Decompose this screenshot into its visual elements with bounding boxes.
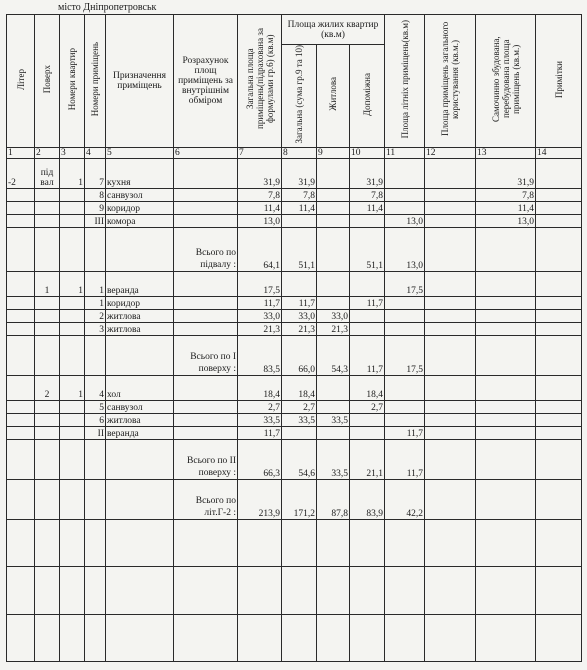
cell-room-no: 6: [85, 413, 106, 426]
cell-zhyt: [317, 201, 350, 214]
cell-zhyt: 33,5: [317, 413, 350, 426]
grand-total-summer: 42,2: [385, 479, 425, 519]
cell-zag: [282, 271, 317, 296]
cell-room-no: 8: [85, 188, 106, 201]
cell-room-no: 3: [85, 322, 106, 335]
cell-zag: 11,4: [282, 201, 317, 214]
cell-total: 33,0: [238, 309, 282, 322]
subtotal-zag: 66,0: [282, 335, 317, 375]
header-apartment-number: Номери квартир: [60, 15, 85, 148]
col-number: 9: [317, 147, 350, 158]
cell-common: [425, 158, 476, 188]
cell-notes: [536, 158, 582, 188]
table-row: [7, 375, 582, 400]
cell-dop: 11,7: [350, 296, 385, 309]
cell-room-name: комора: [106, 214, 174, 227]
subtotal-dop: 21,1: [350, 439, 385, 479]
table-row: [7, 214, 582, 227]
header-sub-living: Житлова: [317, 45, 350, 148]
table-row: [7, 413, 582, 426]
cell-dop: [350, 426, 385, 439]
cell-dop: [350, 413, 385, 426]
subtotal-zhyt: 33,5: [317, 439, 350, 479]
cell-zag: 18,4: [282, 375, 317, 400]
header-summer-area: Площа літніх приміщень(кв.м): [385, 15, 425, 148]
cell-apartment: 1: [60, 158, 85, 188]
table-row: [7, 188, 582, 201]
empty-row: [7, 519, 582, 566]
cell-floor: під вал: [35, 158, 60, 188]
grand-total-dop: 83,9: [350, 479, 385, 519]
cell-room-no: 1: [85, 271, 106, 296]
subtotal-label: Всього по I поверху :: [174, 335, 238, 375]
cell-dop: 2,7: [350, 400, 385, 413]
cell-total: 21,3: [238, 322, 282, 335]
cell-unauthorized: 13,0: [476, 214, 536, 227]
header-calculation: Розрахунок площ приміщень за внутрішнім обміром: [174, 15, 238, 148]
cell-dop: 18,4: [350, 375, 385, 400]
col-number: 12: [425, 147, 476, 158]
cell-room-no: 7: [85, 158, 106, 188]
grand-total-zag: 171,2: [282, 479, 317, 519]
cell-total: 11,4: [238, 201, 282, 214]
cell-total: 2,7: [238, 400, 282, 413]
cell-room-no: 2: [85, 309, 106, 322]
cell-room-name: веранда: [106, 271, 174, 296]
cell-zhyt: [317, 271, 350, 296]
table-row: [7, 271, 582, 296]
room-area-table: [6, 14, 582, 662]
cell-zag: 33,5: [282, 413, 317, 426]
cell-total: 33,5: [238, 413, 282, 426]
col-number: 2: [35, 147, 60, 158]
column-numbers-row: [7, 147, 582, 158]
empty-row: [7, 614, 582, 661]
cell-summer: 11,7: [385, 426, 425, 439]
subtotal-label: Всього по підвалу :: [174, 227, 238, 271]
table-row: [7, 158, 582, 188]
subtotal-row: [7, 227, 582, 271]
col-number: 4: [85, 147, 106, 158]
cell-zhyt: 33,0: [317, 309, 350, 322]
cell-room-no: 9: [85, 201, 106, 214]
cell-calc: [174, 158, 238, 188]
cell-room-name: коридор: [106, 296, 174, 309]
cell-zhyt: [317, 375, 350, 400]
cell-zhyt: [317, 426, 350, 439]
cell-room-name: житлова: [106, 322, 174, 335]
grand-total-row: [7, 479, 582, 519]
city-caption: місто Дніпропетровськ: [58, 2, 157, 13]
col-number: 5: [106, 147, 174, 158]
cell-summer: [385, 188, 425, 201]
cell-unauthorized: 11,4: [476, 201, 536, 214]
cell-total: 17,5: [238, 271, 282, 296]
cell-summer: [385, 322, 425, 335]
cell-room-no: 4: [85, 375, 106, 400]
header-sub-total: Загальна (сума гр.9 та 10): [282, 45, 317, 148]
col-number: 14: [536, 147, 582, 158]
cell-summer: [385, 400, 425, 413]
col-number: 8: [282, 147, 317, 158]
table-row: [7, 400, 582, 413]
grand-total-zhyt: 87,8: [317, 479, 350, 519]
cell-room-name: санвузол: [106, 188, 174, 201]
grand-total-label: Всього по літ.Г-2 :: [174, 479, 238, 519]
cell-summer: [385, 201, 425, 214]
cell-zag: 31,9: [282, 158, 317, 188]
subtotal-total: 83,5: [238, 335, 282, 375]
cell-floor: 1: [35, 271, 60, 296]
cell-total: 31,9: [238, 158, 282, 188]
cell-room-name: хол: [106, 375, 174, 400]
subtotal-dop: 51,1: [350, 227, 385, 271]
cell-dop: [350, 271, 385, 296]
col-number: 1: [7, 147, 35, 158]
cell-zag: [282, 214, 317, 227]
header-litera: Літер: [7, 15, 35, 148]
cell-zhyt: [317, 400, 350, 413]
cell-dop: [350, 309, 385, 322]
subtotal-label: Всього по II поверху :: [174, 439, 238, 479]
cell-total: 18,4: [238, 375, 282, 400]
subtotal-row: [7, 439, 582, 479]
cell-summer: 17,5: [385, 271, 425, 296]
cell-room-name: житлова: [106, 309, 174, 322]
cell-room-no: 5: [85, 400, 106, 413]
cell-unauthorized: 7,8: [476, 188, 536, 201]
cell-apartment: 1: [60, 271, 85, 296]
cell-unauthorized: 31,9: [476, 158, 536, 188]
cell-summer: [385, 158, 425, 188]
col-number: 3: [60, 147, 85, 158]
cell-room-name: веранда: [106, 426, 174, 439]
subtotal-row: [7, 335, 582, 375]
cell-zag: 2,7: [282, 400, 317, 413]
subtotal-zag: 54,6: [282, 439, 317, 479]
cell-litera: -2: [7, 158, 35, 188]
header-unauthorized-area: Самочинно збудована, перебудована площа приміщень (кв.м.): [476, 15, 536, 148]
subtotal-zag: 51,1: [282, 227, 317, 271]
subtotal-dop: 11,7: [350, 335, 385, 375]
cell-zag: [282, 426, 317, 439]
cell-room-name: кухня: [106, 158, 174, 188]
header-row-top: [7, 15, 582, 45]
cell-zag: 21,3: [282, 322, 317, 335]
cell-room-no: 1: [85, 296, 106, 309]
cell-zhyt: 21,3: [317, 322, 350, 335]
cell-summer: [385, 296, 425, 309]
cell-dop: [350, 322, 385, 335]
table-row: [7, 296, 582, 309]
subtotal-summer: 13,0: [385, 227, 425, 271]
cell-apartment: 1: [60, 375, 85, 400]
cell-zhyt: [317, 214, 350, 227]
cell-room-name: житлова: [106, 413, 174, 426]
cell-dop: 31,9: [350, 158, 385, 188]
cell-zhyt: [317, 188, 350, 201]
subtotal-total: 64,1: [238, 227, 282, 271]
header-poverkh: Поверх: [35, 15, 60, 148]
cell-zhyt: [317, 158, 350, 188]
header-room-number: Номери приміщень: [85, 15, 106, 148]
cell-zhyt: [317, 296, 350, 309]
header-sub-auxiliary: Допоміжна: [350, 45, 385, 148]
cell-zag: 11,7: [282, 296, 317, 309]
cell-dop: 11,4: [350, 201, 385, 214]
subtotal-summer: 11,7: [385, 439, 425, 479]
header-notes: Примітки: [536, 15, 582, 148]
cell-zag: 33,0: [282, 309, 317, 322]
cell-total: 11,7: [238, 296, 282, 309]
header-common-area: Площа приміщень загального користування (кв.м.): [425, 15, 476, 148]
table-row: [7, 426, 582, 439]
cell-summer: 13,0: [385, 214, 425, 227]
grand-total-total: 213,9: [238, 479, 282, 519]
subtotal-summer: 17,5: [385, 335, 425, 375]
header-living-area-group: Площа жилих квартир (кв.м): [282, 15, 385, 45]
subtotal-zhyt: 54,3: [317, 335, 350, 375]
cell-total: 13,0: [238, 214, 282, 227]
col-number: 10: [350, 147, 385, 158]
cell-summer: [385, 309, 425, 322]
cell-floor: 2: [35, 375, 60, 400]
col-number: 11: [385, 147, 425, 158]
cell-room-no: II: [85, 426, 106, 439]
cell-room-name: санвузол: [106, 400, 174, 413]
table-row: [7, 322, 582, 335]
cell-total: 7,8: [238, 188, 282, 201]
empty-row: [7, 567, 582, 614]
table-row: [7, 201, 582, 214]
col-number: 7: [238, 147, 282, 158]
cell-dop: [350, 214, 385, 227]
header-total-area: Загальна площа приміщень(підрахована за формулами гр.6) (кв.м): [238, 15, 282, 148]
col-number: 6: [174, 147, 238, 158]
subtotal-total: 66,3: [238, 439, 282, 479]
cell-dop: 7,8: [350, 188, 385, 201]
table-row: [7, 309, 582, 322]
col-number: 13: [476, 147, 536, 158]
cell-total: 11,7: [238, 426, 282, 439]
cell-summer: [385, 375, 425, 400]
cell-summer: [385, 413, 425, 426]
cell-zag: 7,8: [282, 188, 317, 201]
cell-room-no: III: [85, 214, 106, 227]
cell-room-name: коридор: [106, 201, 174, 214]
header-purpose: Призначення приміщень: [106, 15, 174, 148]
